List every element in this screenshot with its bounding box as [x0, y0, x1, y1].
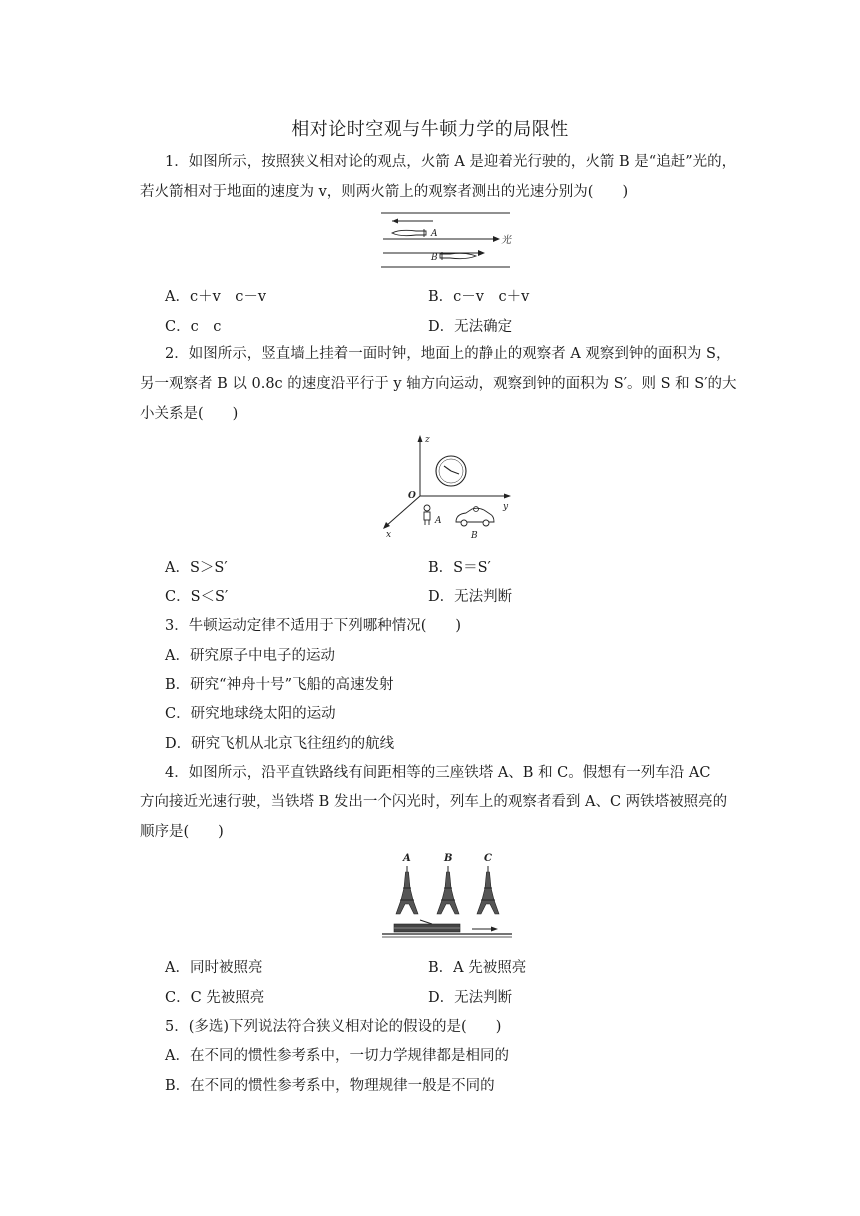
rocket-a-icon	[392, 229, 426, 237]
q4-stem-line2: 方向接近光速行驶，当铁塔 B 发出一个闪光时，列车上的观察者看到 A、C 两铁塔被照亮的	[140, 794, 728, 810]
q4-option-d[interactable]: D．无法判断	[428, 990, 513, 1006]
q2-stem-line3: 小关系是( )	[140, 406, 239, 422]
q3-option-a[interactable]: A．研究原子中电子的运动	[165, 648, 335, 664]
tower-b-label: B	[444, 853, 453, 864]
q1-stem-line1: 1．如图所示，按照狭义相对论的观点，火箭 A 是迎着光行驶的，火箭 B 是“追赶”光的，	[165, 154, 737, 170]
tower-b-icon	[437, 866, 459, 914]
origin-label: O	[408, 491, 416, 501]
tower-a-label: A	[403, 853, 411, 864]
q1-stem-line2: 若火箭相对于地面的速度为 v，则两火箭上的观察者测出的光速分别为( )	[140, 184, 629, 200]
train-icon	[394, 920, 460, 932]
q3-option-d[interactable]: D．研究飞机从北京飞往纽约的航线	[165, 736, 395, 752]
observer-a-icon	[424, 505, 430, 525]
q2-clock-axes-figure	[380, 430, 520, 546]
q4-option-b[interactable]: B．A 先被照亮	[428, 960, 527, 976]
q5-option-a[interactable]: A．在不同的惯性参考系中，一切力学规律都是相同的	[165, 1048, 509, 1064]
q1-option-d[interactable]: D．无法确定	[428, 319, 513, 335]
q4-stem-line1: 4．如图所示，沿平直铁路线有间距相等的三座铁塔 A、B 和 C。假想有一列车沿 AC	[165, 765, 711, 781]
rocket-a-label: A	[431, 229, 438, 239]
axis-z-label: z	[425, 435, 430, 445]
q2-stem-line1: 2．如图所示，竖直墙上挂着一面时钟，地面上的静止的观察者 A 观察到钟的面积为 S，	[165, 346, 731, 362]
q1-option-a[interactable]: A．c＋v c－v	[165, 289, 267, 305]
clock-icon	[436, 456, 466, 486]
q3-option-b[interactable]: B．研究“神舟十号”飞船的高速发射	[165, 677, 394, 693]
tower-a-icon	[396, 866, 418, 914]
q1-option-c[interactable]: C．c c	[165, 319, 222, 335]
q4-stem-line3: 顺序是( )	[140, 824, 224, 840]
car-b-icon	[456, 507, 494, 527]
q5-stem: 5．(多选)下列说法符合狭义相对论的假设的是( )	[165, 1019, 502, 1035]
q2-option-a[interactable]: A．S＞S′	[165, 560, 228, 576]
q2-option-d[interactable]: D．无法判断	[428, 589, 513, 605]
q2-option-c[interactable]: C．S＜S′	[165, 589, 229, 605]
q4-option-a[interactable]: A．同时被照亮	[165, 960, 263, 976]
q3-option-c[interactable]: C．研究地球绕太阳的运动	[165, 706, 336, 722]
q1-option-b[interactable]: B．c－v c＋v	[428, 289, 530, 305]
axis-x-label: x	[386, 530, 392, 540]
q2-option-b[interactable]: B．S＝S′	[428, 560, 491, 576]
q4-option-c[interactable]: C．C 先被照亮	[165, 990, 265, 1006]
tower-c-label: C	[484, 853, 492, 864]
tower-c-icon	[477, 866, 499, 914]
observer-b-label: B	[471, 531, 478, 541]
rocket-b-label: B	[431, 253, 438, 263]
q4-towers-figure	[380, 848, 515, 947]
axis-y-label: y	[503, 502, 509, 512]
q1-rocket-figure	[378, 210, 518, 274]
observer-a-label: A	[435, 516, 442, 526]
q5-option-b[interactable]: B．在不同的惯性参考系中，物理规律一般是不同的	[165, 1078, 495, 1094]
light-label: 光	[501, 235, 511, 246]
q2-stem-line2: 另一观察者 B 以 0.8c 的速度沿平行于 y 轴方向运动，观察到钟的面积为 S′。则 S 和 S′的大	[140, 376, 737, 392]
q3-stem: 3．牛顿运动定律不适用于下列哪种情况( )	[165, 618, 462, 634]
page-title: 相对论时空观与牛顿力学的局限性	[291, 119, 569, 140]
